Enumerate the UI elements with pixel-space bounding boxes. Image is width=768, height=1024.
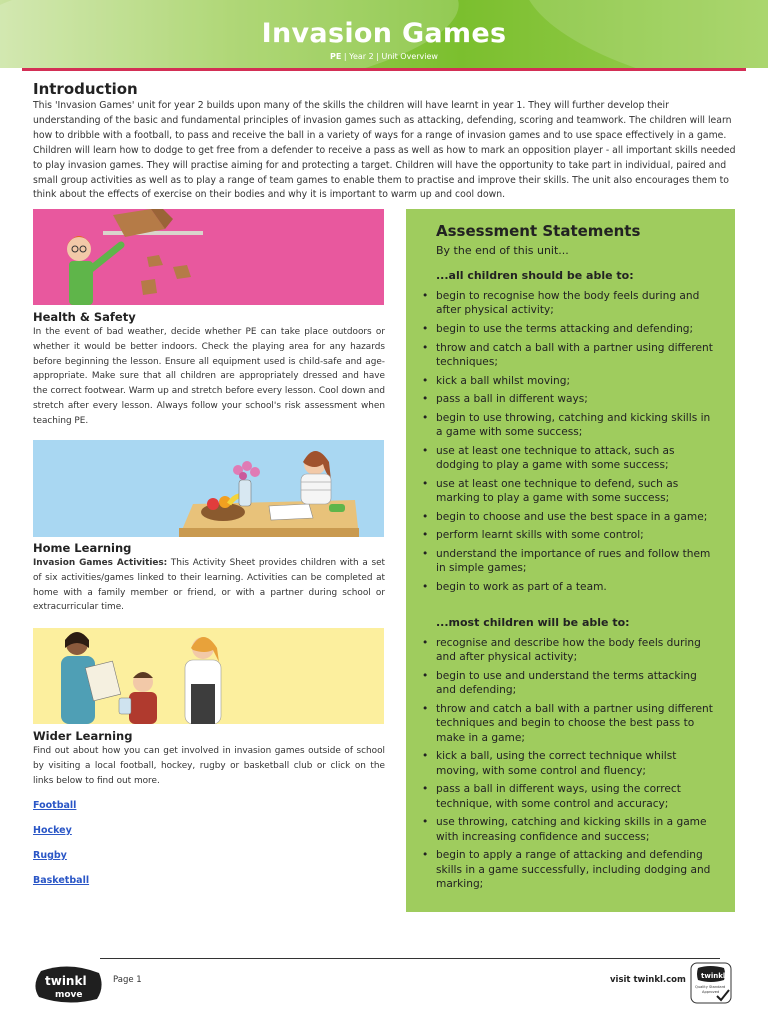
twinkl-move-logo bbox=[33, 965, 105, 1003]
wider-learning-text: Find out about how you can get involved in invasion games outside of school by visiting a local football, hockey, rugby or basketball club or click on the links below to find out more. bbox=[33, 746, 385, 786]
list-item: • begin to work as part of a team. bbox=[420, 580, 720, 594]
home-learning-heading: Home Learning bbox=[33, 541, 132, 555]
list-item: • begin to choose and use the best space in a game; bbox=[420, 510, 720, 524]
page-subtitle bbox=[0, 52, 768, 61]
wider-learning-heading: Wider Learning bbox=[33, 729, 133, 743]
list-item: • recognise and describe how the body feels during and after physical activity; bbox=[420, 636, 720, 665]
svg-text:twinkl: twinkl bbox=[701, 972, 726, 980]
home-learning-text bbox=[33, 556, 385, 615]
svg-text:twinkl: twinkl bbox=[45, 974, 87, 988]
list-item: • throw and catch a ball with a partner using different techniques; bbox=[420, 341, 720, 370]
list-item: • begin to recognise how the body feels during and after physical activity; bbox=[420, 289, 720, 318]
link-rugby[interactable]: Rugby bbox=[33, 850, 67, 861]
list-item: • begin to apply a range of attacking and defending skills in a game successfully, including dodging and marking; bbox=[420, 848, 720, 891]
all-children-list bbox=[420, 289, 720, 599]
link-football[interactable]: Football bbox=[33, 800, 77, 811]
list-item: • begin to use throwing, catching and kicking skills in a game with some success; bbox=[420, 411, 720, 440]
page-number: Page 1 bbox=[113, 975, 142, 985]
list-item: • begin to use the terms attacking and defending; bbox=[420, 322, 720, 336]
most-children-list bbox=[420, 636, 720, 896]
list-item: • use at least one technique to defend, such as marking to play a game with some success; bbox=[420, 477, 720, 506]
page-title: Invasion Games bbox=[261, 18, 507, 49]
home-learning-lead: Invasion Games Activities: bbox=[33, 558, 168, 568]
health-safety-text: In the event of bad weather, decide whether PE can take place outdoors or whether it would be better indoors. Check the playing area for any hazards before beginning the lesson. Ensure all equipment used is child-safe and age-appropriate. Make sure that all children are appropriately dressed and have the correct footwear. Warm up and stretch before every lesson. Cool down and stretch after every lesson. Always follow your school's risk assessment when teaching PE. bbox=[33, 327, 385, 426]
list-item: • perform learnt skills with some control; bbox=[420, 528, 720, 542]
list-item: • kick a ball, using the correct technique whilst moving, with some control and fluency; bbox=[420, 749, 720, 778]
list-item: • kick a ball whilst moving; bbox=[420, 374, 720, 388]
svg-text:move: move bbox=[55, 990, 83, 1000]
svg-text:Approved: Approved bbox=[702, 990, 720, 994]
intro-text: This 'Invasion Games' unit for year 2 builds upon many of the skills the children will have learnt in year 1. They will further develop their understanding of the basic and fundamental principles of invasion games such as attacking, defending, scoring and teamwork. The children will learn how to dribble with a football, to pass and receive the ball in a variety of ways for a range of invasion games and to use space effectively in a game. Children will learn how to dodge to get free from a defender to receive a pass as well as how to mark an opposition player - all important skills needed to play invasion games. They will practise aiming for and protecting a target. Children will have the opportunity to take part in individual, paired and small group activities as well as to play a range of team games to enable them to practise and improve their skills. The unit also encourages them to think about the effects of exercise on their bodies and why it is important to warm up and cool down. bbox=[33, 100, 736, 201]
list-item: • begin to use and understand the terms attacking and defending; bbox=[420, 669, 720, 698]
footer-divider bbox=[100, 958, 720, 959]
list-item: • use throwing, catching and kicking skills in a game with increasing confidence and success; bbox=[420, 815, 720, 844]
wider-learning-illustration bbox=[33, 628, 384, 724]
intro-heading: Introduction bbox=[33, 80, 138, 98]
most-children-heading: ...most children will be able to: bbox=[436, 616, 630, 629]
visit-link[interactable]: visit twinkl.com bbox=[610, 975, 686, 985]
health-safety-heading: Health & Safety bbox=[33, 310, 136, 324]
svg-text:Quality Standard: Quality Standard bbox=[695, 985, 726, 989]
assessment-panel bbox=[406, 209, 735, 912]
list-item: • use at least one technique to attack, such as dodging to play a game with some success; bbox=[420, 444, 720, 473]
list-item: • throw and catch a ball with a partner using different techniques and begin to choose the best pass to make in a game; bbox=[420, 702, 720, 745]
assessment-heading: Assessment Statements bbox=[436, 222, 641, 240]
health-safety-illustration bbox=[33, 209, 384, 305]
list-item: • understand the importance of rues and follow them in simple games; bbox=[420, 547, 720, 576]
page-header bbox=[0, 0, 768, 68]
home-learning-illustration bbox=[33, 440, 384, 537]
list-item: • pass a ball in different ways, using the correct technique, with some control and accuracy; bbox=[420, 782, 720, 811]
subtitle-rest: | Year 2 | Unit Overview bbox=[341, 52, 438, 61]
home-learning-body: This Activity Sheet provides children with a set of six activities/games linked to their learning. Activities can be completed at home with a family member or friend, or with a partner during school or extracurricular time. bbox=[33, 558, 386, 613]
link-hockey[interactable]: Hockey bbox=[33, 825, 72, 836]
list-item: • pass a ball in different ways; bbox=[420, 392, 720, 406]
assessment-intro: By the end of this unit... bbox=[436, 244, 569, 257]
all-children-heading: ...all children should be able to: bbox=[436, 269, 634, 282]
quality-standard-badge bbox=[690, 962, 732, 1004]
link-basketball[interactable]: Basketball bbox=[33, 875, 90, 886]
header-divider bbox=[22, 68, 746, 71]
subject-label: PE bbox=[330, 52, 342, 61]
